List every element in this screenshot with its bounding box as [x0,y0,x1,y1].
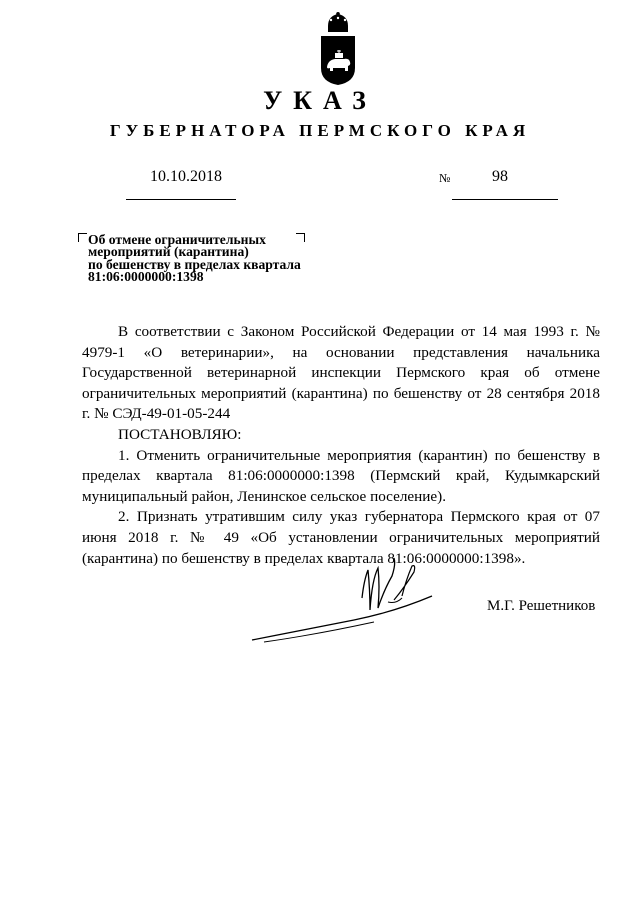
subject-line: Об отмене ограничительных [88,232,266,247]
clause-1: 1. Отменить ограничительные мероприятия (карантин) по бешенству в пределах квартала 81:06:0000000:1398 (Пермский край, Кудымкарский муниципальный район, Ленинское сельское поселение). [82,446,600,505]
document-number: 98 [492,168,508,185]
perm-krai-coat-of-arms-icon [318,12,358,86]
document-body [82,322,600,569]
subject-line: 81:06:0000000:1398 [88,269,204,285]
issuing-authority: ГУБЕРНАТОРА ПЕРМСКОГО КРАЯ [109,121,531,140]
subject-line: по бешенству в пределах квартала [88,256,301,272]
number-label: № [439,171,451,185]
handwritten-signature [244,550,444,650]
signer-name: М.Г. Решетников [487,598,596,614]
subject-line: мероприятий (карантина) [88,244,249,260]
subject-corner-left [78,233,87,242]
document-date: 10.10.2018 [150,168,222,185]
document-type-title: УКАЗ [263,86,377,115]
preamble-paragraph: В соответствии с Законом Российской Федерации от 14 мая 1993 г. № 4979-1 «О ветеринарии», на основании представления начальника Государственной ветеринарной инспекции Пермского края об отмене ограничительных мероприятий (карантина) по бешенству от 28 сентября 2018 г. № СЭД-49-01-05-244 [82,323,600,423]
decree-word: ПОСТАНОВЛЯЮ: [118,425,242,443]
clause-2: 2. Признать утратившим силу указ губернатора Пермского края от 07 июня 2018 г. № 49 «Об установлении ограничительных мероприятий (карантина) по бешенству в пределах квартала 81:06:0000000:1398». [82,508,600,567]
document-subject [88,234,338,284]
